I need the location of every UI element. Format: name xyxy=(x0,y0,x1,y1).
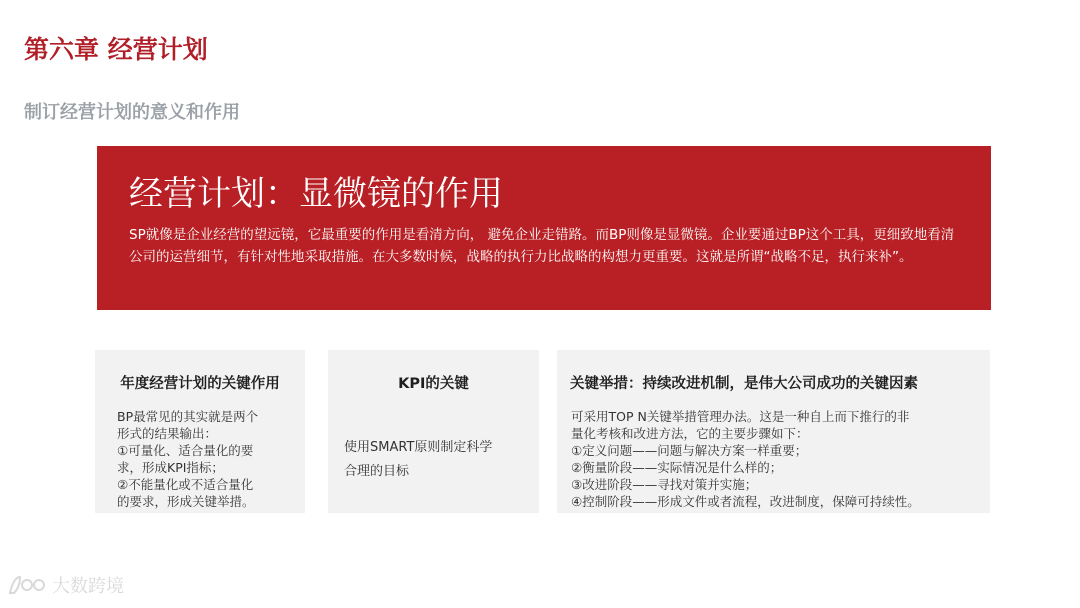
watermark-logo xyxy=(8,572,124,598)
section-title: 制订经营计划的意义和作用 xyxy=(24,102,240,123)
card-body: 使用SMART原则制定科学 合理的目标 xyxy=(344,440,493,479)
card-body: 可采用TOP N关键举措管理办法。这是一种自上而下推行的非 量化考核和改进方法，它的主要步骤如下： ①定义问题——问题与解决方案一样重要； ②衡量阶段——实际情况是什么样的； ③改进阶段——寻找对策并实施； ④控制阶段——形成文件或者流程，改进制度，保障可持续性。 xyxy=(571,409,920,509)
highlight-box xyxy=(97,146,991,310)
card-title: KPI的关键 xyxy=(398,376,469,392)
brand-logo-icon xyxy=(8,573,48,597)
card-kpi xyxy=(328,350,539,513)
highlight-body: SP就像是企业经营的望远镜，它最重要的作用是看清方向， 避免企业走错路。而BP则像是显微镜。企业要通过BP这个工具，更细致地看清公司的运营细节，有针对性地采取措施。在大多数时候，战略的执行力比战略的构想力更重要。这就是所谓“战略不足，执行来补”。 xyxy=(129,227,955,265)
card-body: BP最常见的其实就是两个 形式的结果输出： ①可量化、适合量化的要 求，形成KPI指标； ②不能量化或不适合量化 的要求，形成关键举措。 xyxy=(117,409,259,509)
card-key-measures xyxy=(557,350,990,513)
highlight-heading: 经营计划：显微镜的作用 xyxy=(129,174,503,214)
watermark-text: 大数跨境 xyxy=(52,576,124,597)
card-annual-plan xyxy=(95,350,305,513)
card-title: 年度经营计划的关键作用 xyxy=(120,376,280,392)
chapter-title: 第六章 经营计划 xyxy=(24,35,208,64)
card-title: 关键举措：持续改进机制，是伟大公司成功的关键因素 xyxy=(570,376,918,392)
